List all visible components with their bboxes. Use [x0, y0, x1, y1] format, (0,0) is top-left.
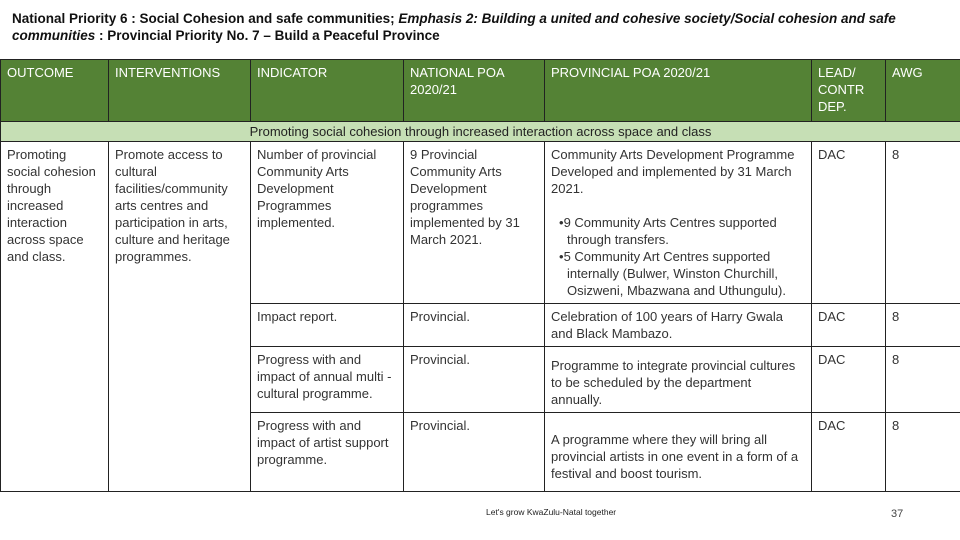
provincial-poa-cell [545, 142, 812, 304]
header-national-poa: NATIONAL POA 2020/21 [404, 60, 545, 122]
title-part1: National Priority 6 : Social Cohesion and safe communities; [12, 11, 399, 26]
priority-table [0, 59, 960, 492]
awg-cell: 8 [886, 304, 960, 347]
awg-cell: 8 [886, 142, 960, 304]
title-part2: : Provincial Priority No. 7 – Build a Peaceful Province [95, 28, 440, 43]
lead-cell: DAC [812, 304, 886, 347]
page-number: 37 [891, 508, 904, 520]
footer-tagline: Let's grow KwaZulu-Natal together [486, 507, 617, 517]
table-row [1, 142, 960, 304]
provincial-poa-cell: Programme to integrate provincial cultures to be scheduled by the department annually. [545, 347, 812, 413]
header-awg: AWG [886, 60, 960, 122]
band-row [1, 122, 960, 142]
header-lead: LEAD/ CONTR DEP. [812, 60, 886, 122]
national-poa-cell: Provincial. [404, 347, 545, 413]
national-poa-cell: 9 Provincial Community Arts Development programmes implemented by 31 March 2021. [404, 142, 545, 304]
indicator-cell: Progress with and impact of artist support programme. [251, 413, 404, 492]
indicator-cell: Progress with and impact of annual multi -cultural programme. [251, 347, 404, 413]
indicator-cell: Impact report. [251, 304, 404, 347]
lead-cell: DAC [812, 413, 886, 492]
slide-title [12, 10, 952, 44]
list-item: • 9 Community Arts Centres supported through transfers. [559, 214, 805, 248]
provincial-poa-cell: A programme where they will bring all provincial artists in one event in a form of a festival and boost tourism. [545, 413, 812, 492]
outcome-cell: Promoting social cohesion through increased interaction across space and class. [1, 142, 109, 492]
title-emphasis: Emphasis 2: Building a united and cohesive society/Social cohesion and safe communities [12, 11, 896, 43]
indicator-cell: Number of provincial Community Arts Development Programmes implemented. [251, 142, 404, 304]
lead-cell: DAC [812, 347, 886, 413]
national-poa-cell: Provincial. [404, 413, 545, 492]
intervention-cell: Promote access to cultural facilities/community arts centres and participation in arts, culture and heritage programmes. [109, 142, 251, 492]
header-indicator: INDICATOR [251, 60, 404, 122]
provincial-main-text: Community Arts Development Programme Developed and implemented by 31 March 2021. [551, 147, 795, 196]
header-interventions: INTERVENTIONS [109, 60, 251, 122]
lead-cell: DAC [812, 142, 886, 304]
national-poa-cell: Provincial. [404, 304, 545, 347]
awg-cell: 8 [886, 347, 960, 413]
band-label: Promoting social cohesion through increased interaction across space and class [1, 122, 960, 142]
awg-cell: 8 [886, 413, 960, 492]
header-outcome: OUTCOME [1, 60, 109, 122]
table-header-row [1, 60, 960, 122]
list-item: • 5 Community Art Centres supported internally (Bulwer, Winston Churchill, Osizweni, Mbazwana and Uthungulu). [559, 248, 805, 299]
header-provincial-poa: PROVINCIAL POA 2020/21 [545, 60, 812, 122]
provincial-poa-cell: Celebration of 100 years of Harry Gwala and Black Mambazo. [545, 304, 812, 347]
provincial-bullet-list [551, 214, 805, 299]
